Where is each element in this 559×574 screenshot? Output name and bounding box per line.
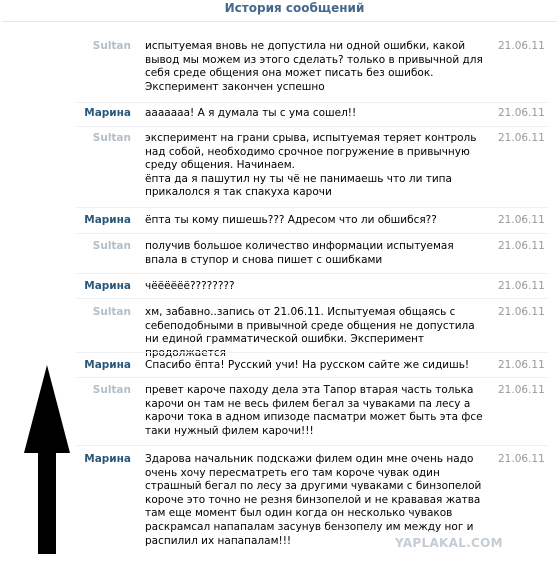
message-text: испытуемая вновь не допустила ни одной ошибки, какой вывод мы можем из этого сделать? только в привычной для себя среде общения она может писать без ошибок. Эксперимент закончен успешно (145, 40, 483, 93)
message-author[interactable]: Sultan (92, 384, 131, 396)
message-text: ааааааа! А я думала ты с ума сошел!! (145, 107, 357, 119)
message-date: 21.06.11 (498, 132, 545, 144)
up-arrow-icon (22, 365, 72, 555)
message-divider (76, 126, 548, 127)
message-text: эксперимент на грани срыва, испытуемая теряет контроль над собой, необходимо срочное погружение в привычную среду общения. Начинаем. ёпта да я пашутил ну ты чё не панимаешь что ли типа прикалолся я так спакуха карочи (145, 132, 477, 199)
message-date: 21.06.11 (498, 240, 545, 252)
message-author[interactable]: Sultan (92, 132, 131, 144)
message-author[interactable]: Марина (84, 280, 131, 292)
page-title: История сообщений (224, 1, 365, 15)
message-divider (76, 273, 548, 274)
message-date: 21.06.11 (498, 359, 545, 371)
message-divider (76, 207, 548, 208)
message-divider (76, 102, 548, 103)
message-divider (76, 298, 548, 299)
message-divider (76, 352, 548, 353)
message-divider (76, 377, 548, 378)
message-date: 21.06.11 (498, 214, 545, 226)
message-text: Здарова начальник подскажи филем один мне очень надо очень хочу пересматреть его там короче чувак один страшный бегал по лесу за другими чуваками с бинзопелой короче это точно не резня бинзопелой и не крававая жатва там еще момент был один когда он несколько чуваков раскрамсал напапалам засунув бензопелу им между ног и распилил их напапалам!!! (145, 453, 482, 547)
watermark: YAPLAKAL.COM (395, 536, 503, 550)
message-author[interactable]: Sultan (92, 240, 131, 252)
message-author[interactable]: Sultan (92, 40, 131, 52)
message-author[interactable]: Марина (84, 107, 131, 119)
message-text: получив большое количество информации испытуемая впала в ступор и снова пишет с ошибками (145, 240, 454, 266)
message-divider (76, 233, 548, 234)
message-divider (76, 445, 548, 446)
message-author[interactable]: Марина (84, 214, 131, 226)
message-author[interactable]: Марина (84, 453, 131, 465)
message-date: 21.06.11 (498, 453, 545, 465)
message-text: чёёёёёё???????? (145, 280, 235, 292)
message-text: хм, забавно..запись от 21.06.11. Испытуемая общаясь с себеподобными в привычной среде общения не допустила ни единой грамматической ошибки. Эксперимент (145, 306, 475, 346)
message-date: 21.06.11 (498, 306, 545, 318)
message-date: 21.06.11 (498, 384, 545, 396)
title-divider (2, 21, 557, 22)
message-text: Спасибо ёпта! Русский учи! На русском сайте же сидишь! (145, 359, 470, 371)
message-date: 21.06.11 (498, 40, 545, 52)
message-date: 21.06.11 (498, 280, 545, 292)
message-date: 21.06.11 (498, 107, 545, 119)
message-text: ёпта ты кому пишешь??? Адресом что ли обшибся?? (145, 214, 437, 226)
message-author[interactable]: Марина (84, 359, 131, 371)
message-author[interactable]: Sultan (92, 306, 131, 318)
message-text: превет кароче паходу дела эта Тапор втарая часть толька карочи он там не весь филем бегал за чуваками па лесу а карочи тока в адном ипизоде пасматри может быть эта фсе таки нужный филем карочи!!! (145, 384, 483, 437)
